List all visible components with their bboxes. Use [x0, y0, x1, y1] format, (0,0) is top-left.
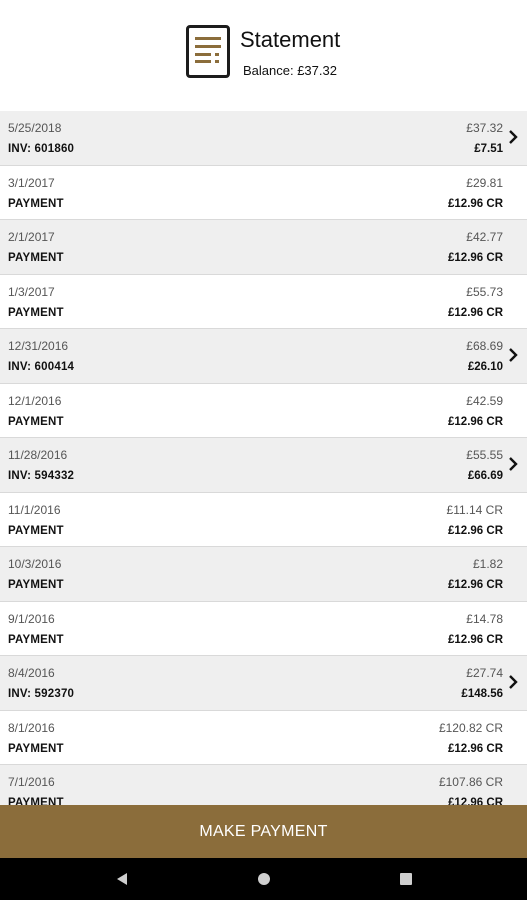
chevron-right-icon[interactable]: [507, 129, 519, 145]
make-payment-button[interactable]: MAKE PAYMENT: [0, 805, 527, 858]
transaction-date: 3/1/2017: [8, 175, 55, 190]
transaction-row[interactable]: [0, 656, 527, 711]
transaction-date: 11/1/2016: [8, 502, 61, 517]
transaction-amount: £12.96 CR: [448, 742, 503, 755]
transaction-row[interactable]: [0, 438, 527, 493]
recents-square-icon[interactable]: [400, 873, 412, 885]
back-triangle-icon[interactable]: [115, 872, 129, 886]
transaction-date: 5/25/2018: [8, 121, 62, 135]
transaction-reference: INV: 600414: [8, 361, 75, 373]
chevron-right-icon[interactable]: [507, 456, 519, 472]
chevron-right-icon[interactable]: [507, 674, 519, 690]
transaction-amount: £12.96 CR: [448, 633, 503, 646]
transaction-reference: PAYMENT: [8, 306, 64, 319]
page-title: Statement: [240, 27, 341, 52]
transaction-date: 9/1/2016: [8, 611, 55, 626]
transaction-reference: PAYMENT: [8, 197, 64, 210]
running-balance: £14.78: [466, 611, 503, 626]
running-balance: £42.77: [466, 230, 503, 244]
transaction-amount: £12.96 CR: [448, 252, 503, 264]
transaction-reference: PAYMENT: [8, 797, 64, 805]
transaction-amount: £66.69: [467, 470, 503, 482]
transaction-row: [0, 493, 527, 548]
transaction-reference: INV: 601860: [8, 143, 75, 155]
transaction-reference: PAYMENT: [8, 742, 64, 755]
running-balance: £42.59: [466, 393, 503, 408]
transaction-list[interactable]: [0, 111, 527, 805]
transaction-row: [0, 220, 527, 275]
home-circle-icon[interactable]: [258, 873, 270, 885]
chevron-right-icon[interactable]: [507, 347, 519, 363]
transaction-reference: INV: 592370: [8, 688, 75, 700]
statement-header: [0, 0, 527, 111]
transaction-amount: £148.56: [461, 688, 503, 700]
statement-document-icon: [186, 25, 230, 78]
transaction-row: [0, 547, 527, 602]
transaction-reference: PAYMENT: [8, 633, 64, 646]
transaction-date: 11/28/2016: [8, 448, 68, 462]
running-balance: £1.82: [472, 557, 503, 571]
transaction-reference: PAYMENT: [8, 579, 64, 591]
transaction-date: 7/1/2016: [8, 775, 55, 789]
transaction-date: 2/1/2017: [8, 230, 55, 244]
transaction-row: [0, 765, 527, 805]
transaction-amount: £12.96 CR: [448, 797, 503, 805]
running-balance: £68.69: [466, 339, 503, 353]
transaction-amount: £12.96 CR: [448, 197, 503, 210]
transaction-date: 8/1/2016: [8, 720, 55, 735]
transaction-amount: £12.96 CR: [448, 524, 503, 537]
running-balance: £27.74: [466, 666, 503, 680]
transaction-row: [0, 602, 527, 657]
transaction-date: 1/3/2017: [8, 284, 55, 299]
transaction-row: [0, 166, 527, 221]
transaction-row[interactable]: [0, 111, 527, 166]
transaction-date: 12/1/2016: [8, 393, 62, 408]
running-balance: £55.55: [466, 448, 503, 462]
transaction-reference: PAYMENT: [8, 415, 64, 428]
running-balance: £37.32: [466, 121, 503, 135]
transaction-amount: £26.10: [467, 361, 503, 373]
running-balance: £120.82 CR: [438, 720, 503, 735]
balance-summary: Balance: £37.32: [243, 63, 337, 78]
running-balance: £29.81: [466, 175, 503, 190]
transaction-amount: £7.51: [474, 143, 503, 155]
running-balance: £11.14 CR: [446, 502, 503, 517]
transaction-row[interactable]: [0, 329, 527, 384]
transaction-amount: £12.96 CR: [448, 415, 503, 428]
system-navigation-bar: [0, 858, 527, 900]
transaction-row: [0, 711, 527, 766]
running-balance: £107.86 CR: [438, 775, 503, 789]
transaction-date: 8/4/2016: [8, 666, 55, 680]
transaction-date: 10/3/2016: [8, 557, 62, 571]
transaction-amount: £12.96 CR: [448, 579, 503, 591]
running-balance: £55.73: [466, 284, 503, 299]
transaction-reference: PAYMENT: [8, 524, 64, 537]
transaction-reference: PAYMENT: [8, 252, 64, 264]
transaction-date: 12/31/2016: [8, 339, 69, 353]
transaction-row: [0, 384, 527, 439]
transaction-amount: £12.96 CR: [448, 306, 503, 319]
transaction-reference: INV: 594332: [8, 470, 75, 482]
transaction-row: [0, 275, 527, 330]
